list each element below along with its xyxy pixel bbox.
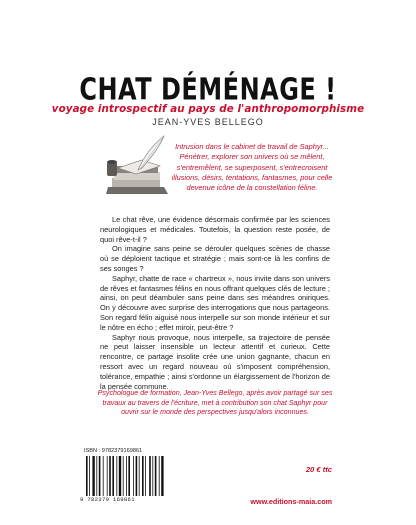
description-paragraph: Le chat rêve, une évidence désormais confirmée par les sciences neurologiques et médicales. Toutefois, la question reste posée, de quoi rêve-t-il ? (100, 215, 330, 244)
barcode-bar (155, 456, 157, 496)
book-description (100, 215, 330, 391)
barcode-bar (149, 456, 151, 496)
author-bio: Psychologue de formation, Jean-Yves Bellego, après avoir partagé sur ses travaux au travers de l'écriture, met à contribution son chat Saphyr pour ouvrir sur le monde des perspectives jusqu'alors inconnues. (97, 389, 333, 417)
barcode-bar (126, 456, 127, 496)
isbn-label: ISBN : 9782379169861 (84, 448, 143, 454)
barcode-bar (136, 456, 138, 496)
barcode-bar (139, 456, 140, 496)
barcode-bar (159, 456, 160, 496)
barcode-graphic (84, 456, 166, 496)
barcode-bar (109, 456, 111, 496)
barcode-bar (96, 456, 97, 496)
quill-book-icon (102, 132, 174, 204)
barcode-bar (89, 456, 90, 496)
barcode-bar (123, 456, 124, 496)
description-paragraph: Saphyr, chatte de race « chartreux », nous invite dans son univers de rêves et fantasmes félins en nous offrant quelques clés de lecture ; ainsi, on peut déambuler sans peine dans ses méandres oniriques. On y découvre avec surprise des interrogations que nous partageons. Son regard félin aiguisé nous interpelle sur son monde intérieur et sur le nôtre en écho ; effet miroir, peut-être ? (100, 273, 330, 332)
isbn-barcode-block (80, 448, 170, 504)
barcode-bar (152, 456, 153, 496)
barcode-bar (99, 456, 101, 496)
description-paragraph: On imagine sans peine se dérouler quelques scènes de chasse où se déploient tactique et stratégie ; mais sont-ce là les confins de ses songes ? (100, 244, 330, 273)
cover-pitch: Intrusion dans le cabinet de travail de Saphyr... Pénétrer, explorer son univers où se mêlent, s'entremêlent, se superposent, s'entrecroisent illusions, désirs, tentations, fantasmes, pour celle devenue icône de la constellation féline. (171, 142, 333, 193)
barcode-bar (133, 456, 134, 496)
barcode-bar (92, 456, 94, 496)
book-subtitle: voyage introspectif au pays de l'anthropomorphisme (51, 103, 365, 115)
book-author: JEAN-YVES BELLEGO (152, 117, 264, 127)
description-paragraph: Saphyr nous provoque, nous interpelle, sa trajectoire de pensée ne peut laisser insensible un lecteur attentif et curieux. Cette rencontre, ce partage insolite crée une union gagnante, chacun en ressort avec un regard nouveau où s'imposent compréhension, tolérance, empathie ; ainsi s'ordonne un élargissement de l'horizon de la pensée commune. (100, 332, 330, 391)
barcode-bar (116, 456, 117, 496)
isbn-digits: 9 782379 169861 (80, 496, 135, 503)
barcode-bar (107, 456, 108, 496)
publisher-website: www.editions-maia.com (250, 497, 332, 506)
barcode-bar (112, 456, 114, 496)
barcode-bar (145, 456, 146, 496)
price-label: 20 € ttc (305, 465, 332, 474)
barcode-bar (119, 456, 121, 496)
barcode-bar (142, 456, 144, 496)
book-title: CHAT DÉMÉNAGE ! (79, 72, 337, 107)
barcode-bar (103, 456, 104, 496)
barcode-bar (86, 456, 88, 496)
barcode-bar (128, 456, 130, 496)
barcode-bar (161, 456, 163, 496)
